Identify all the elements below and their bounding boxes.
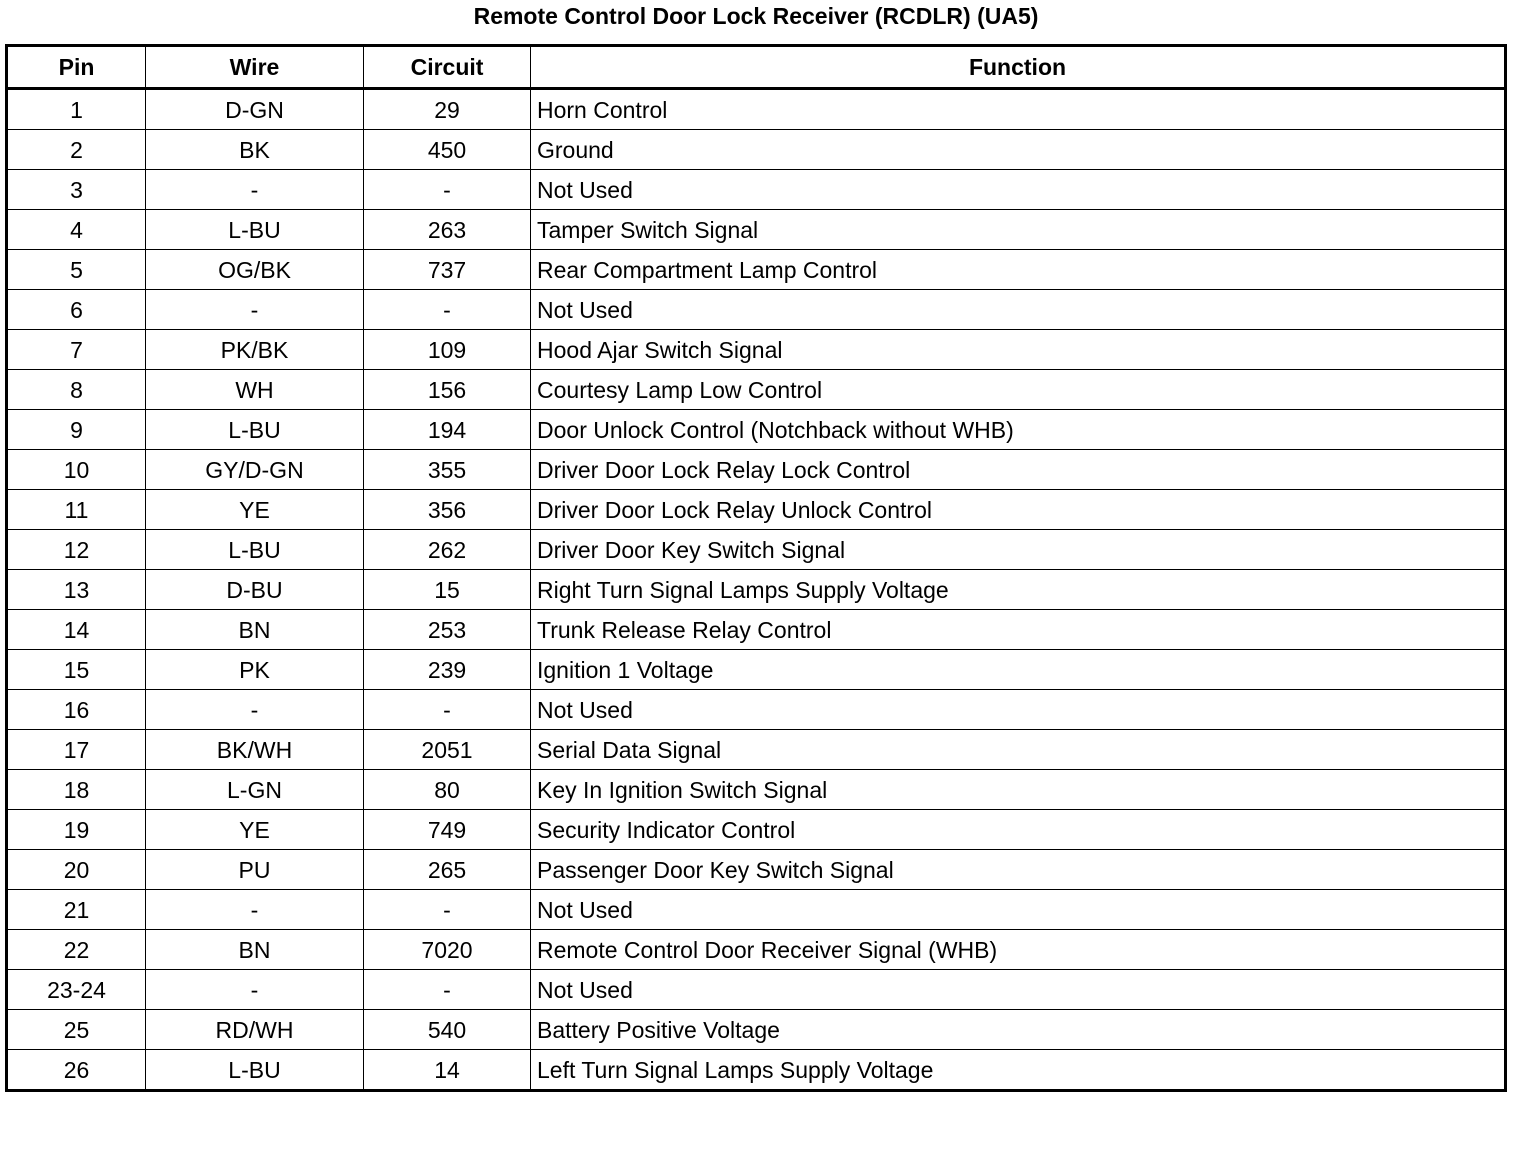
pin-cell: 11 — [7, 490, 146, 530]
function-cell: Key In Ignition Switch Signal — [531, 770, 1506, 810]
function-cell: Right Turn Signal Lamps Supply Voltage — [531, 570, 1506, 610]
pin-cell: 13 — [7, 570, 146, 610]
circuit-cell: 2051 — [364, 730, 531, 770]
circuit-cell: - — [364, 170, 531, 210]
circuit-cell: - — [364, 970, 531, 1010]
wire-cell: GY/D-GN — [146, 450, 364, 490]
table-row — [7, 650, 1506, 690]
circuit-cell: - — [364, 890, 531, 930]
wire-cell: BK — [146, 130, 364, 170]
wire-cell: D-BU — [146, 570, 364, 610]
circuit-cell: 156 — [364, 370, 531, 410]
pin-cell: 23-24 — [7, 970, 146, 1010]
wire-cell: BK/WH — [146, 730, 364, 770]
circuit-cell: 253 — [364, 610, 531, 650]
function-cell: Battery Positive Voltage — [531, 1010, 1506, 1050]
table-row — [7, 370, 1506, 410]
function-cell: Courtesy Lamp Low Control — [531, 370, 1506, 410]
function-cell: Passenger Door Key Switch Signal — [531, 850, 1506, 890]
function-cell: Not Used — [531, 890, 1506, 930]
wire-cell: L-GN — [146, 770, 364, 810]
circuit-cell: 29 — [364, 89, 531, 130]
function-cell: Rear Compartment Lamp Control — [531, 250, 1506, 290]
table-row — [7, 410, 1506, 450]
function-cell: Driver Door Lock Relay Lock Control — [531, 450, 1506, 490]
function-cell: Not Used — [531, 970, 1506, 1010]
column-header-pin: Pin — [7, 46, 146, 89]
column-header-function: Function — [531, 46, 1506, 89]
wire-cell: L-BU — [146, 530, 364, 570]
wire-cell: PK — [146, 650, 364, 690]
pin-cell: 14 — [7, 610, 146, 650]
function-cell: Horn Control — [531, 89, 1506, 130]
table-row — [7, 490, 1506, 530]
pin-cell: 5 — [7, 250, 146, 290]
function-cell: Ground — [531, 130, 1506, 170]
wire-cell: - — [146, 690, 364, 730]
wire-cell: L-BU — [146, 410, 364, 450]
pin-cell: 6 — [7, 290, 146, 330]
function-cell: Not Used — [531, 690, 1506, 730]
table-row — [7, 170, 1506, 210]
page-title: Remote Control Door Lock Receiver (RCDLR) (UA5) — [473, 3, 1039, 29]
pin-cell: 10 — [7, 450, 146, 490]
circuit-cell: 262 — [364, 530, 531, 570]
table-body — [7, 89, 1506, 1091]
pin-cell: 2 — [7, 130, 146, 170]
table-row — [7, 730, 1506, 770]
connector-pinout-table — [5, 44, 1507, 1092]
wire-cell: PU — [146, 850, 364, 890]
pin-cell: 25 — [7, 1010, 146, 1050]
function-cell: Not Used — [531, 170, 1506, 210]
table-row — [7, 770, 1506, 810]
table-row — [7, 610, 1506, 650]
circuit-cell: 355 — [364, 450, 531, 490]
table-row — [7, 450, 1506, 490]
table-row — [7, 930, 1506, 970]
table-row — [7, 570, 1506, 610]
table-row — [7, 330, 1506, 370]
circuit-cell: 265 — [364, 850, 531, 890]
circuit-cell: 109 — [364, 330, 531, 370]
circuit-cell: 80 — [364, 770, 531, 810]
wire-cell: PK/BK — [146, 330, 364, 370]
wire-cell: YE — [146, 490, 364, 530]
circuit-cell: 540 — [364, 1010, 531, 1050]
function-cell: Security Indicator Control — [531, 810, 1506, 850]
circuit-cell: 737 — [364, 250, 531, 290]
pin-cell: 1 — [7, 89, 146, 130]
table-row — [7, 130, 1506, 170]
pin-cell: 17 — [7, 730, 146, 770]
circuit-cell: 7020 — [364, 930, 531, 970]
pin-cell: 21 — [7, 890, 146, 930]
pin-cell: 9 — [7, 410, 146, 450]
function-cell: Remote Control Door Receiver Signal (WHB) — [531, 930, 1506, 970]
pin-cell: 4 — [7, 210, 146, 250]
wire-cell: BN — [146, 930, 364, 970]
circuit-cell: - — [364, 290, 531, 330]
pin-cell: 20 — [7, 850, 146, 890]
wire-cell: RD/WH — [146, 1010, 364, 1050]
table-row — [7, 690, 1506, 730]
wire-cell: L-BU — [146, 1050, 364, 1091]
wire-cell: OG/BK — [146, 250, 364, 290]
function-cell: Not Used — [531, 290, 1506, 330]
table-row — [7, 970, 1506, 1010]
function-cell: Driver Door Lock Relay Unlock Control — [531, 490, 1506, 530]
function-cell: Trunk Release Relay Control — [531, 610, 1506, 650]
table-row — [7, 89, 1506, 130]
pin-cell: 7 — [7, 330, 146, 370]
pin-cell: 22 — [7, 930, 146, 970]
function-cell: Tamper Switch Signal — [531, 210, 1506, 250]
circuit-cell: 194 — [364, 410, 531, 450]
column-header-circuit: Circuit — [364, 46, 531, 89]
wire-cell: - — [146, 170, 364, 210]
wire-cell: - — [146, 970, 364, 1010]
wire-cell: - — [146, 890, 364, 930]
table-row — [7, 810, 1506, 850]
pin-cell: 3 — [7, 170, 146, 210]
wire-cell: BN — [146, 610, 364, 650]
table-row — [7, 890, 1506, 930]
function-cell: Door Unlock Control (Notchback without WHB) — [531, 410, 1506, 450]
pin-cell: 19 — [7, 810, 146, 850]
table-row — [7, 1050, 1506, 1091]
wire-cell: D-GN — [146, 89, 364, 130]
column-header-wire: Wire — [146, 46, 364, 89]
circuit-cell: - — [364, 690, 531, 730]
pin-cell: 8 — [7, 370, 146, 410]
circuit-cell: 356 — [364, 490, 531, 530]
wire-cell: WH — [146, 370, 364, 410]
wire-cell: L-BU — [146, 210, 364, 250]
table-row — [7, 210, 1506, 250]
wire-cell: YE — [146, 810, 364, 850]
pin-cell: 26 — [7, 1050, 146, 1091]
table-row — [7, 530, 1506, 570]
pin-cell: 15 — [7, 650, 146, 690]
function-cell: Serial Data Signal — [531, 730, 1506, 770]
function-cell: Left Turn Signal Lamps Supply Voltage — [531, 1050, 1506, 1091]
table-row — [7, 250, 1506, 290]
circuit-cell: 263 — [364, 210, 531, 250]
circuit-cell: 15 — [364, 570, 531, 610]
wire-cell: - — [146, 290, 364, 330]
pin-cell: 18 — [7, 770, 146, 810]
table-row — [7, 290, 1506, 330]
circuit-cell: 14 — [364, 1050, 531, 1091]
table-header-row — [7, 46, 1506, 89]
circuit-cell: 749 — [364, 810, 531, 850]
table-row — [7, 850, 1506, 890]
function-cell: Hood Ajar Switch Signal — [531, 330, 1506, 370]
circuit-cell: 239 — [364, 650, 531, 690]
pin-cell: 12 — [7, 530, 146, 570]
pin-cell: 16 — [7, 690, 146, 730]
circuit-cell: 450 — [364, 130, 531, 170]
function-cell: Ignition 1 Voltage — [531, 650, 1506, 690]
table-row — [7, 1010, 1506, 1050]
function-cell: Driver Door Key Switch Signal — [531, 530, 1506, 570]
